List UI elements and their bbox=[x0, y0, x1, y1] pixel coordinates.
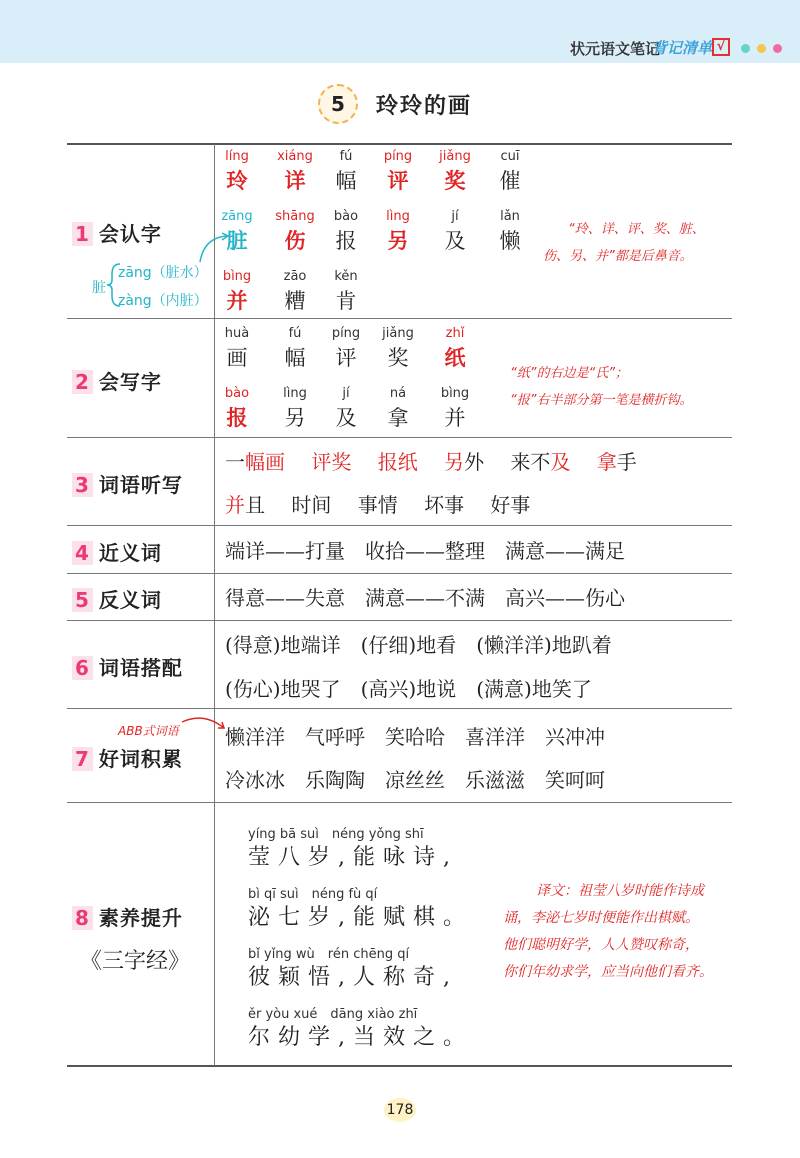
char-cell bbox=[275, 149, 315, 195]
hanzi: 糟 bbox=[284, 289, 306, 313]
dot-yellow-icon bbox=[757, 44, 766, 53]
word: 及 bbox=[550, 450, 571, 474]
word: 且 时间 事情 坏事 好事 bbox=[245, 493, 531, 517]
s2-note-line1: “纸”的右边是“氏”； bbox=[510, 366, 628, 381]
section-4-label: 4 近义词 bbox=[72, 537, 162, 566]
pinyin: bìng bbox=[440, 386, 470, 401]
s1-note-line2: 伤、另、并”都是后鼻音。 bbox=[543, 249, 693, 264]
pinyin: jí bbox=[451, 209, 459, 224]
char-cell bbox=[378, 386, 418, 432]
s6-line2: (伤心)地哭了 (高兴)地说 (满意)地笑了 bbox=[225, 677, 592, 701]
dot-teal-icon bbox=[741, 44, 750, 53]
hanzi: 画 bbox=[226, 346, 248, 370]
poem-pinyin-3: bǐ yǐng wù rén chēng qí bbox=[248, 947, 410, 962]
pinyin: kěn bbox=[334, 269, 358, 284]
word bbox=[570, 450, 596, 474]
hanzi: 并 bbox=[444, 406, 466, 430]
hanzi: 报 bbox=[335, 229, 357, 253]
pinyin: lìng bbox=[386, 209, 410, 224]
word: 并 bbox=[225, 493, 245, 517]
pinyin: jí bbox=[342, 386, 350, 401]
table-top-rule bbox=[67, 143, 732, 145]
dot-pink-icon bbox=[773, 44, 782, 53]
row-divider bbox=[67, 802, 732, 803]
hanzi: 详 bbox=[284, 168, 306, 193]
char-cell bbox=[275, 326, 315, 372]
hanzi: 评 bbox=[335, 346, 357, 370]
poem-pinyin-2: bì qī suì néng fù qí bbox=[248, 887, 378, 902]
word: 评奖 bbox=[311, 450, 352, 474]
hanzi: 催 bbox=[499, 169, 521, 193]
char-cell bbox=[326, 386, 366, 432]
hanzi: 及 bbox=[335, 406, 357, 430]
char-cell bbox=[275, 386, 315, 432]
section-5-label: 5 反义词 bbox=[72, 584, 162, 613]
hanzi: 另 bbox=[387, 228, 409, 253]
section-7-label: 7 好词积累 bbox=[72, 743, 183, 772]
poem-line-4: 尔幼学,当效之。 bbox=[248, 1025, 473, 1050]
check-icon: √ bbox=[712, 38, 730, 56]
char-cell bbox=[217, 326, 257, 372]
char-cell bbox=[435, 326, 475, 372]
translation-line2: 诵，李泌七岁时便能作出棋赋。 bbox=[503, 910, 699, 926]
pinyin: píng bbox=[383, 149, 413, 164]
pinyin: huà bbox=[224, 326, 250, 341]
hanzi: 奖 bbox=[387, 346, 409, 370]
row-divider bbox=[67, 620, 732, 621]
word: 报纸 bbox=[377, 450, 418, 474]
hanzi: 纸 bbox=[444, 345, 466, 370]
s4-text: 端详——打量 收拾——整理 满意——满足 bbox=[225, 539, 625, 563]
pinyin: fú bbox=[339, 149, 353, 164]
series-name: 背记清单 bbox=[651, 39, 712, 57]
pinyin: zāo bbox=[283, 269, 307, 284]
char-cell bbox=[217, 149, 257, 195]
hanzi: 幅 bbox=[335, 169, 357, 193]
hanzi: 脏 bbox=[226, 228, 248, 253]
section-8-label: 8 素养提升 bbox=[72, 902, 183, 931]
char-cell bbox=[275, 269, 315, 315]
s6-line1: (得意)地端详 (仔细)地看 (懒洋洋)地趴着 bbox=[225, 633, 612, 657]
hanzi: 奖 bbox=[444, 168, 466, 193]
hanzi: 玲 bbox=[226, 168, 248, 193]
lesson-title: 玲玲的画 bbox=[376, 94, 473, 119]
poem-pinyin-1: yíng bā suì néng yǒng shī bbox=[248, 827, 424, 842]
char-cell bbox=[217, 386, 257, 432]
section-3-label: 3 词语听写 bbox=[72, 469, 183, 498]
row-divider bbox=[67, 318, 732, 319]
hanzi: 懒 bbox=[499, 229, 521, 253]
pinyin: píng bbox=[331, 326, 361, 341]
poem-line-2: 泌七岁,能赋棋。 bbox=[248, 905, 473, 930]
s3-line1 bbox=[225, 446, 637, 475]
pinyin: fú bbox=[288, 326, 302, 341]
s7-line1: 懒洋洋 气呼呼 笑哈哈 喜洋洋 兴冲冲 bbox=[225, 725, 605, 749]
pinyin: shāng bbox=[275, 209, 315, 224]
word bbox=[418, 450, 444, 474]
hanzi: 幅 bbox=[284, 346, 306, 370]
hanzi: 评 bbox=[387, 168, 409, 193]
pinyin: xiáng bbox=[277, 149, 313, 164]
translation-line1: 译文：祖莹八岁时能作诗成 bbox=[536, 883, 704, 899]
pinyin: lǎn bbox=[500, 209, 520, 224]
word: 手 bbox=[616, 450, 637, 474]
arrow-icon bbox=[180, 708, 230, 734]
translation-line4: 你们年幼求学，应当向他们看齐。 bbox=[503, 964, 713, 980]
pinyin: bào bbox=[333, 209, 359, 224]
pinyin: jiǎng bbox=[382, 326, 414, 341]
section-2-label: 2 会写字 bbox=[72, 366, 162, 395]
word: 幅画 bbox=[245, 450, 285, 474]
char-cell bbox=[435, 386, 475, 432]
row-divider bbox=[67, 437, 732, 438]
pinyin: ná bbox=[389, 386, 407, 401]
word: 另 bbox=[444, 450, 465, 474]
hanzi: 及 bbox=[444, 229, 466, 253]
row-divider bbox=[67, 525, 732, 526]
s5-text: 得意——失意 满意——不满 高兴——伤心 bbox=[225, 586, 625, 610]
row-divider bbox=[67, 708, 732, 709]
pinyin: líng bbox=[225, 149, 249, 164]
zang-reading-1: zāng（脏水） bbox=[118, 265, 208, 281]
page-number: 178 bbox=[384, 1098, 416, 1122]
row-divider bbox=[67, 573, 732, 574]
char-cell bbox=[378, 149, 418, 195]
char-cell bbox=[275, 209, 315, 255]
char-cell bbox=[490, 149, 530, 195]
pinyin: zāng bbox=[221, 209, 253, 224]
hanzi: 报 bbox=[226, 405, 248, 430]
char-cell bbox=[326, 149, 366, 195]
char-cell bbox=[378, 209, 418, 255]
char-cell bbox=[435, 209, 475, 255]
hanzi: 拿 bbox=[387, 406, 409, 430]
word: 外 来不 bbox=[464, 450, 551, 474]
brand-name: 状元语文笔记 bbox=[569, 40, 660, 58]
poem-line-3: 彼颖悟,人称奇, bbox=[248, 965, 458, 990]
lesson-number: 5 bbox=[318, 84, 358, 124]
pinyin: zhǐ bbox=[445, 326, 465, 341]
arrow-icon bbox=[192, 232, 232, 272]
char-cell bbox=[217, 269, 257, 315]
pinyin: cuī bbox=[500, 149, 520, 164]
word bbox=[351, 450, 377, 474]
section-1-label: 1 会认字 bbox=[72, 218, 162, 247]
word: 一 bbox=[225, 450, 245, 474]
translation-line3: 他们聪明好学，人人赞叹称奇， bbox=[503, 937, 699, 953]
char-cell bbox=[326, 209, 366, 255]
char-cell bbox=[326, 269, 366, 315]
hanzi: 肯 bbox=[335, 289, 357, 313]
section-6-label: 6 词语搭配 bbox=[72, 652, 183, 681]
section-8-sub: 《三字经》 bbox=[80, 949, 191, 974]
s2-note-line2: “报”右半部分第一笔是横折钩。 bbox=[510, 393, 693, 408]
hanzi: 伤 bbox=[284, 228, 306, 253]
pinyin: lìng bbox=[283, 386, 307, 401]
poem-pinyin-4: ěr yòu xué dāng xiào zhī bbox=[248, 1007, 418, 1022]
pinyin: jiǎng bbox=[439, 149, 471, 164]
hanzi: 另 bbox=[284, 406, 306, 430]
char-cell bbox=[326, 326, 366, 372]
pinyin: bào bbox=[224, 386, 250, 401]
char-cell bbox=[435, 149, 475, 195]
s3-line2 bbox=[225, 489, 530, 518]
hanzi: 并 bbox=[226, 288, 248, 313]
column-divider bbox=[214, 144, 215, 1066]
word bbox=[285, 450, 311, 474]
poem-line-1: 莹八岁,能咏诗, bbox=[248, 845, 458, 870]
char-cell bbox=[378, 326, 418, 372]
pinyin: bìng bbox=[222, 269, 252, 284]
zang-char: 脏 bbox=[92, 280, 106, 296]
s1-note-line1: “玲、详、评、奖、脏、 bbox=[568, 222, 705, 237]
s7-line2: 冷冰冰 乐陶陶 凉丝丝 乐滋滋 笑呵呵 bbox=[225, 768, 605, 792]
abb-tag: ABB式词语 bbox=[118, 724, 179, 738]
table-bottom-rule bbox=[67, 1065, 732, 1067]
word: 拿 bbox=[596, 450, 617, 474]
char-cell bbox=[490, 209, 530, 255]
header-bar bbox=[0, 0, 800, 63]
zang-reading-2: zàng（内脏） bbox=[118, 293, 208, 309]
